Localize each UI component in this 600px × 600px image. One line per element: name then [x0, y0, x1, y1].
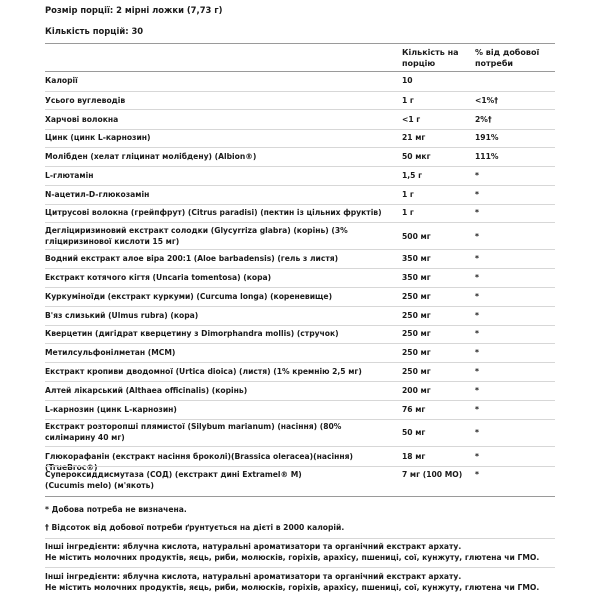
- row-daily-value: *: [475, 273, 479, 282]
- row-divider: [45, 343, 555, 344]
- row-divider: [45, 91, 555, 92]
- row-name: L-глютамін: [45, 171, 94, 180]
- row-amount: 21 мг: [402, 133, 426, 142]
- row-name: Метилсульфонілметан (МСМ): [45, 348, 176, 357]
- amount-per-serving-header: Кількість на порцію: [402, 48, 459, 68]
- row-name: Цитрусові волокна (грейпфрут) (Citrus paradisi) (пектин із цільних фруктів): [45, 208, 382, 217]
- row-daily-value: *: [475, 405, 479, 414]
- row-name: Харчові волокна: [45, 115, 119, 124]
- row-amount: 1,5 г: [402, 171, 423, 180]
- table-bottom-rule: [45, 496, 555, 497]
- row-amount: 250 мг: [402, 329, 431, 338]
- header-rule: [45, 71, 555, 72]
- row-daily-value: *: [475, 254, 479, 263]
- row-daily-value: *: [475, 386, 479, 395]
- row-amount: 350 мг: [402, 254, 431, 263]
- row-name: Цинк (цинк L-карнозин): [45, 133, 151, 142]
- row-amount: 50 мкг: [402, 152, 431, 161]
- row-daily-value: *: [475, 367, 479, 376]
- row-name: Супероксиддисмутаза (СОД) (екстракт дині Extramel® M) (Cucumis melo) (м'якоть): [45, 470, 302, 490]
- allergen-statement: Не містить молочних продуктів, яєць, риби, молюсків, горіхів, арахісу, пшениці, сої, кунжуту, глютена чи ГМО.: [45, 583, 540, 592]
- row-name: Глюкорафанін (екстракт насіння броколі)(Brassica oleracea)(насіння)(TrueBroc®): [45, 452, 353, 472]
- serving-size: Розмір порції: 2 мірні ложки (7,73 г): [45, 5, 223, 15]
- row-amount: 500 мг: [402, 232, 431, 241]
- row-amount: 1 г: [402, 96, 414, 105]
- footnote-daily-value-basis: † Відсоток від добової потреби ґрунтується на дієті в 2000 калорій.: [45, 523, 345, 532]
- row-divider: [45, 166, 555, 167]
- row-amount: 7 мг (100 МО): [402, 470, 463, 479]
- row-daily-value: *: [475, 428, 479, 437]
- row-divider: [45, 400, 555, 401]
- row-divider: [45, 222, 555, 223]
- row-divider: [45, 446, 555, 447]
- row-amount: 50 мг: [402, 428, 426, 437]
- row-name: Екстракт розторопші плямистої (Silybum marianum) (насіння) (80% силімарину 40 мг): [45, 422, 342, 442]
- row-daily-value: *: [475, 311, 479, 320]
- footnote-not-established: * Добова потреба не визначена.: [45, 505, 187, 514]
- row-divider: [45, 466, 555, 467]
- row-daily-value: *: [475, 208, 479, 217]
- row-divider: [45, 306, 555, 307]
- row-divider: [45, 204, 555, 205]
- row-divider: [45, 325, 555, 326]
- row-amount: 10: [402, 76, 413, 85]
- ingredients-rule: [45, 567, 555, 568]
- row-divider: [45, 109, 555, 110]
- row-name: Дегліциризиновий екстракт солодки (Glycyrriza glabra) (корінь) (3% гліциризинової кислоти 15 мг): [45, 226, 348, 246]
- row-amount: 250 мг: [402, 367, 431, 376]
- row-name: Водний екстракт алое віра 200:1 (Aloe barbadensis) (гель з листя): [45, 254, 339, 263]
- row-name: Екстракт кропиви дводомної (Urtica dioica) (листя) (1% кремнію 2,5 мг): [45, 367, 362, 376]
- row-daily-value: *: [475, 329, 479, 338]
- row-amount: 1 г: [402, 208, 414, 217]
- row-divider: [45, 185, 555, 186]
- row-divider: [45, 287, 555, 288]
- row-amount: 18 мг: [402, 452, 426, 461]
- row-name: Калорії: [45, 76, 78, 85]
- row-amount: 200 мг: [402, 386, 431, 395]
- row-divider: [45, 147, 555, 148]
- row-amount: 1 г: [402, 190, 414, 199]
- other-ingredients-line: Інші інгредієнти: яблучна кислота, натуральні ароматизатори та органічний екстракт архату.: [45, 542, 462, 551]
- row-daily-value: *: [475, 292, 479, 301]
- row-divider: [45, 381, 555, 382]
- row-name: В'яз слизький (Ulmus rubra) (кора): [45, 311, 199, 320]
- row-daily-value: *: [475, 190, 479, 199]
- row-daily-value: 2%†: [475, 115, 492, 124]
- row-divider: [45, 268, 555, 269]
- row-amount: 250 мг: [402, 311, 431, 320]
- row-daily-value: *: [475, 232, 479, 241]
- row-amount: 350 мг: [402, 273, 431, 282]
- row-name: Алтей лікарський (Althaea officinalis) (корінь): [45, 386, 248, 395]
- row-daily-value: *: [475, 171, 479, 180]
- row-divider: [45, 249, 555, 250]
- row-name: Куркуміноїди (екстракт куркуми) (Curcuma longa) (кореневище): [45, 292, 333, 301]
- row-name: Усього вуглеводів: [45, 96, 126, 105]
- allergen-statement: Не містить молочних продуктів, яєць, риби, молюсків, горіхів, арахісу, пшениці, сої, кунжуту, глютена чи ГМО.: [45, 553, 540, 562]
- row-name: Екстракт котячого кігтя (Uncaria tomentosa) (кора): [45, 273, 272, 282]
- row-daily-value: *: [475, 348, 479, 357]
- row-name: L-карнозин (цинк L-карнозин): [45, 405, 177, 414]
- row-name: N-ацетил-D-глюкозамін: [45, 190, 150, 199]
- top-rule: [45, 43, 555, 44]
- row-amount: <1 г: [402, 115, 421, 124]
- row-amount: 250 мг: [402, 348, 431, 357]
- row-daily-value: <1%†: [475, 96, 499, 105]
- row-amount: 76 мг: [402, 405, 426, 414]
- row-amount: 250 мг: [402, 292, 431, 301]
- servings-per-container: Кількість порцій: 30: [45, 26, 144, 36]
- row-daily-value: 111%: [475, 152, 499, 161]
- row-divider: [45, 419, 555, 420]
- row-divider: [45, 362, 555, 363]
- row-daily-value: 191%: [475, 133, 499, 142]
- daily-value-header: % від добової потреби: [475, 48, 540, 68]
- other-ingredients-line: Інші інгредієнти: яблучна кислота, натуральні ароматизатори та органічний екстракт архату.: [45, 572, 462, 581]
- row-daily-value: *: [475, 452, 479, 461]
- row-name: Кверцетин (дигідрат кверцетину з Dimorphandra mollis) (стручок): [45, 329, 339, 338]
- row-divider: [45, 129, 555, 130]
- row-name: Молібден (хелат гліцинат молібдену) (Albion®): [45, 152, 257, 161]
- row-daily-value: *: [475, 470, 479, 479]
- footnote-rule: [45, 538, 555, 539]
